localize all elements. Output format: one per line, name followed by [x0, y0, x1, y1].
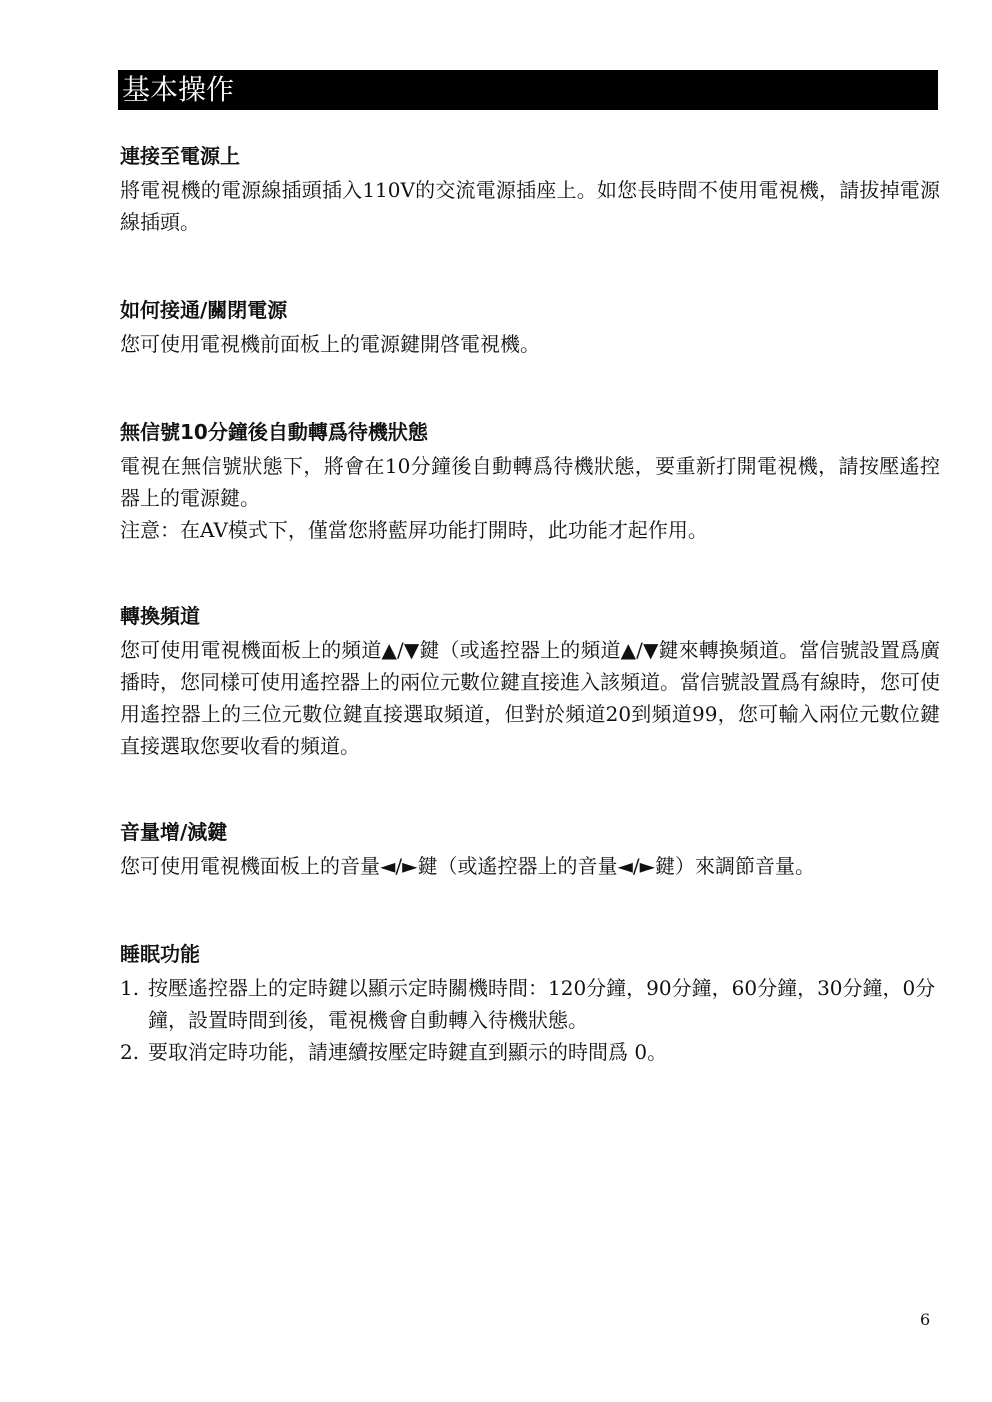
- section-sleep: [120, 940, 940, 1068]
- list-item-text: 要取消定時功能，請連續按壓定時鍵直到顯示的時間爲 0。: [148, 1040, 668, 1064]
- list-item: [120, 972, 940, 1036]
- section-heading: 轉換頻道: [120, 604, 200, 628]
- list-item-number: 1.: [120, 976, 140, 1000]
- section-paragraph: 電視在無信號狀態下，將會在10分鐘後自動轉爲待機狀態，要重新打開電視機，請按壓遙控器上的電源鍵。: [120, 454, 940, 510]
- list-item-number: 2.: [120, 1040, 140, 1064]
- section-paragraph: 您可使用電視機前面板上的電源鍵開啓電視機。: [120, 332, 540, 356]
- section-paragraph: 將電視機的電源線插頭插入110V的交流電源插座上。如您長時間不使用電視機，請拔掉電源線插頭。: [120, 178, 940, 234]
- section-change-channel: [120, 602, 940, 762]
- section-heading: 無信號10分鐘後自動轉爲待機狀態: [120, 420, 428, 444]
- section-paragraph: 您可使用電視機面板上的音量◄/►鍵（或遙控器上的音量◄/►鍵）來調節音量。: [120, 854, 815, 878]
- list-item: [120, 1036, 940, 1068]
- section-power-on-off: [120, 296, 940, 360]
- section-heading: 睡眠功能: [120, 942, 200, 966]
- section-heading: 音量增/減鍵: [120, 820, 228, 844]
- section-volume: [120, 818, 940, 882]
- section-power-connect: [120, 142, 940, 238]
- section-no-signal-standby: [120, 418, 940, 546]
- page-number: 6: [920, 1310, 931, 1329]
- section-heading: 連接至電源上: [120, 144, 240, 168]
- page-title: 基本操作: [118, 70, 938, 110]
- list-item-text: 按壓遙控器上的定時鍵以顯示定時關機時間：120分鐘，90分鐘，60分鐘，30分鐘，0分鐘，設置時間到後，電視機會自動轉入待機狀態。: [148, 976, 936, 1032]
- sleep-steps-list: [120, 972, 940, 1068]
- section-note: 注意：在AV模式下，僅當您將藍屏功能打開時，此功能才起作用。: [120, 518, 708, 542]
- section-heading: 如何接通/關閉電源: [120, 298, 288, 322]
- section-paragraph: 您可使用電視機面板上的頻道▲/▼鍵（或遙控器上的頻道▲/▼鍵來轉換頻道。當信號設置爲廣播時，您同樣可使用遙控器上的兩位元數位鍵直接進入該頻道。當信號設置爲有線時，您可使用遙控器上的三位元數位鍵直接選取頻道，但對於頻道20到頻道99，您可輸入兩位元數位鍵直接選取您要收看的頻道。: [120, 638, 940, 758]
